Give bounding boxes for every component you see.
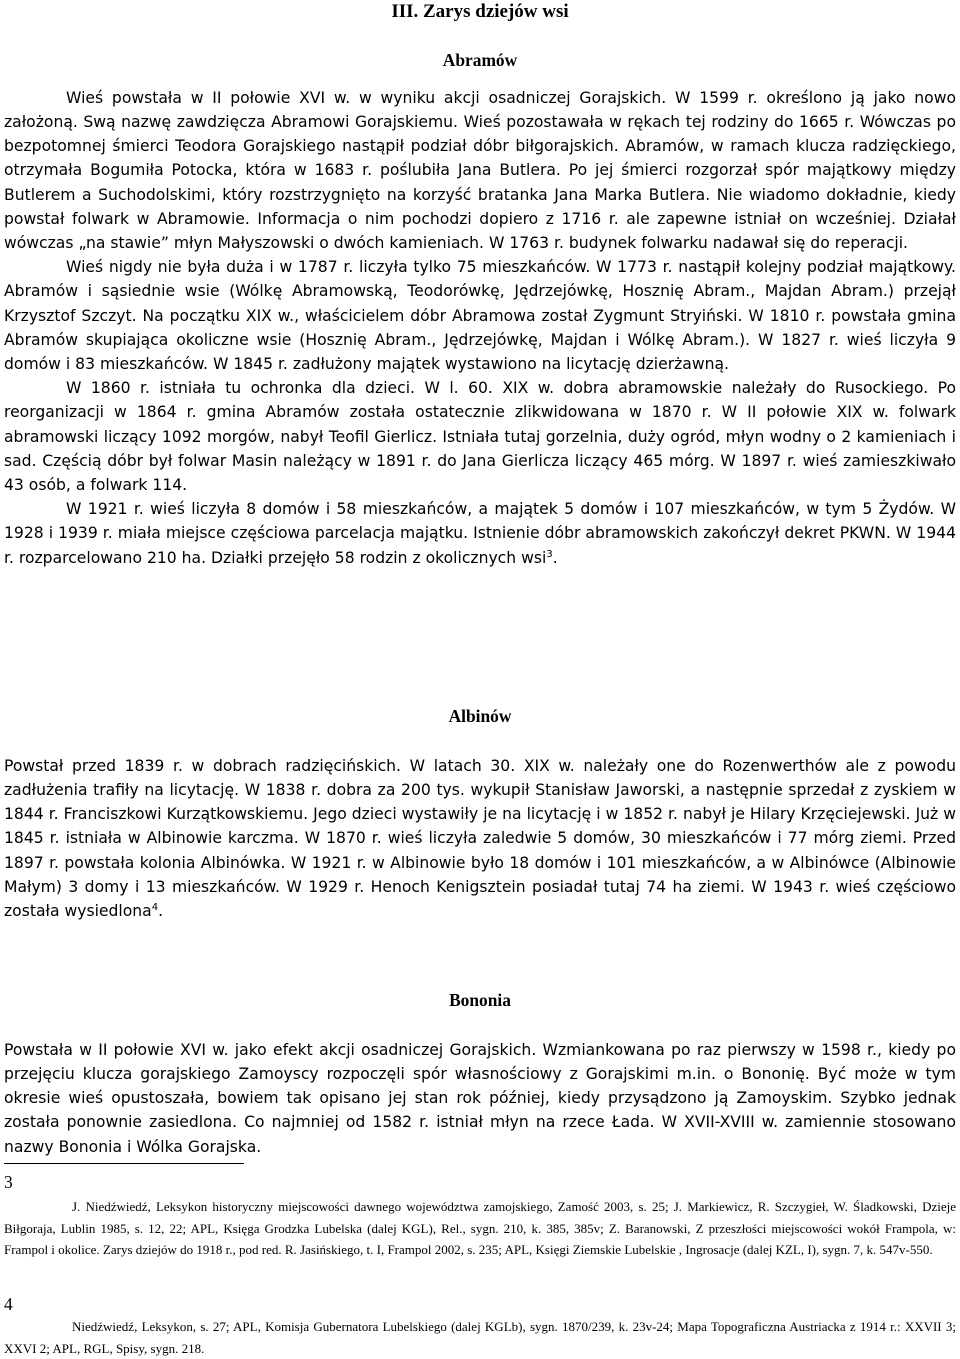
section-title-abramow: Abramów — [442, 50, 518, 70]
abramow-paragraph-4: W 1921 r. wieś liczyła 8 domów i 58 mieszkańców, a majątek 5 domów i 107 mieszkańców, w tym 5 Żydów. W 1928 i 1939 r. miała miejsce częściowa parcelacja majątku. Istnienie dóbr abramowskich zakończył dekret PKWN. W 1944 r. rozparcelowano 210 ha. Działki przejęło 58 rodzin z okolicznych wsi$^3$. — [4, 500, 956, 567]
albinow-paragraph: Powstał przed 1839 r. w dobrach radzięcińskich. W latach 30. XIX w. należały one do Rozenwerthów ale z powodu zadłużenia trafiły na licytację. W 1838 r. dobra za 200 tys. wykupił Stanisław Jaworski, a następnie sprzedał z zyskiem w 1844 r. Franciszkowi Kurzątkowskiemu. Jego dzieci wystawiły je na licytację i w 1852 r. nabył je Hilary Krzęciejewski. Już w 1845 r. istniała w Albinowie karczma. W 1870 r. wieś liczyła zaledwie 5 domów, 30 mieszkańców i 77 mórg ziemi. Przed 1897 r. powstała kolonia Albinówka. W 1921 r. w Albinowie było 18 domów i 101 mieszkańców, a w Albinówce (Albinowie Małym) 3 domy i 13 mieszkańców. W 1929 r. Henoch Kenigsztein posiadał tutaj 74 ha ziemi. W 1943 r. wieś częściowo została wysiedlona$^4$. — [4, 756, 956, 921]
bononia-paragraph: Powstała w II połowie XVI w. jako efekt akcji osadniczej Gorajskich. Wzmiankowana po raz pierwszy w 1598 r., kiedy po przejęciu klucza gorajskiego Zamoyscy rozpoczęli spór własnościowy z Gorajskimi m.in. o Bononię. Być może w tym okresie wieś opustoszała, bowiem tak opisano jej stan rok później, kiedy przysądzono ją Zamoyskim. Szybko jednak została ponownie zasiedlona. Co najmniej od 1582 r. istniał młyn na rzece Łada. W XVII-XVIII w. zamiennie stosowano nazwy Bononia i Wólka Gorajska. — [4, 1040, 956, 1156]
section-bononia — [4, 988, 956, 1159]
footnote-text-3: J. Niedźwiedź, Leksykon historyczny miejscowości dawnego województwa zamojskiego, Zamość 2003, s. 25; J. Markiewicz, R. Szczygieł, W. Śladkowski, Dzieje Biłgoraja, Lublin 1985, s. 12, 22; APL, Księga Grodzka Lubelska (dalej KGL), Rel., sygn. 210, k. 385, 385v; Z. Baranowski, Z przeszłości miejscowości wokół Frampola, w: Frampol i okolice. Zarys dziejów do 1918 r., pod red. R. Jasińskiego, t. I, Frampol 2002, s. 235; APL, Księgi Ziemskie Lubelskie , Ingrosacje (dalej KZL, I), sygn. 7, k. 547v-550. — [4, 1199, 956, 1257]
footnote-3 — [4, 1172, 956, 1261]
abramow-paragraph-2: Wieś nigdy nie była duża i w 1787 r. liczyła tylko 75 mieszkańców. W 1773 r. nastąpił kolejny podział majątkowy. Abramów i sąsiednie wsie (Wólkę Abramowską, Teodorówkę, Jędrzejówkę, Hosznię Abram., Majdan Abram.) przejął Krzysztof Szczyt. Na początku XIX w., właścicielem dóbr Abramowa został Zygmunt Stryiński. W 1810 r. powstała gmina Abramów skupiająca okoliczne wsie (Hosznię Abram., Jędrzejówkę, Majdan i Wólkę Abram.). W 1827 r. wieś liczyła 9 domów i 83 mieszkańców. W 1845 r. zadłużony majątek wystawiono na licytację dzierżawną. — [4, 258, 956, 374]
footnote-number-3: 3 — [4, 1172, 13, 1192]
section-title-bononia: Bononia — [449, 990, 511, 1010]
footnote-ref-4[interactable]: 4 — [151, 901, 159, 913]
footnote-text-4: Niedźwiedź, Leksykon, s. 27; APL, Komisja Gubernatora Lubelskiego (dalej KGLb), sygn. 1870/239, k. 23v-24; Mapa Topograficzna Austriacka z 1914 r.: XXVII 3; XXVI 2; APL, RGL, Spisy, sygn. 218. — [4, 1319, 956, 1356]
abramow-paragraph-4-text: W 1921 r. wieś liczyła 8 domów i 58 mieszkańców, a majątek 5 domów i 107 mieszkańców, w tym 5 Żydów. W 1928 i 1939 r. miała miejsce częściowa parcelacja majątku. Istnienie dóbr abramowskich zakończył dekret PKWN. W 1944 r. rozparcelowano 210 ha. Działki przejęło 58 rodzin z okolicznych wsi — [4, 500, 956, 567]
section-abramow — [4, 48, 956, 570]
albinow-text: Powstał przed 1839 r. w dobrach radzięcińskich. W latach 30. XIX w. należały one do Rozenwerthów ale z powodu zadłużenia trafiły na licytację. W 1838 r. dobra za 200 tys. wykupił Stanisław Jaworski, a następnie sprzedał z zyskiem w 1844 r. Franciszkowi Kurzątkowskiemu. Jego dzieci wystawiły je na licytację i w 1852 r. nabył je Hilary Krzęciejewski. Już w 1845 r. istniała w Albinowie karczma. W 1870 r. wieś liczyła zaledwie 5 domów, 30 mieszkańców i 77 mórg ziemi. Przed 1897 r. powstała kolonia Albinówka. W 1921 r. w Albinowie było 18 domów i 101 mieszkańców, a w Albinówce (Albinowie Małym) 3 domy i 13 mieszkańców. W 1929 r. Henoch Kenigsztein posiadał tutaj 74 ha ziemi. W 1943 r. wieś częściowo została wysiedlona — [4, 756, 956, 921]
footnote-number-4: 4 — [4, 1294, 13, 1314]
footnote-4 — [4, 1294, 956, 1359]
chapter-title: III. Zarys dziejów wsi — [391, 1, 569, 22]
section-title-albinow: Albinów — [448, 706, 512, 726]
footnote-separator — [4, 1163, 244, 1164]
footnote-ref-3[interactable]: 3 — [546, 548, 553, 560]
abramow-body — [4, 86, 956, 570]
abramow-paragraph-1: Wieś powstała w II połowie XVI w. w wyniku akcji osadniczej Gorajskich. W 1599 r. określono ją jako nowo założoną. Swą nazwę zawdzięcza Abramowi Gorajskiemu. Wieś pozostawała w rękach tej rodziny do 1665 r. Wówczas po bezpotomnej śmierci Teodora Gorajskiego nastąpił podział dóbr biłgorajskich. Abramów, w ramach klucza radzięckiego, otrzymała Bogumiła Potocka, która w 1683 r. poślubiła Jana Butlera. Po jej śmierci rozgorzał spór majątkowy między Butlerem a Suchodolskimi, który rozstrzygnięto na korzyść bratanka Jana Marka Butlera. Nie wiadomo dokładnie, kiedy powstał folwark w Abramowie. Informacja o nim pochodzi dopiero z 1716 r. ale zapewne istniał on wcześniej. Działał wówczas „na stawie” młyn Małyszowski o dwóch kamieniach. W 1763 r. budynek folwarku nadawał się do reperacji. — [4, 88, 956, 253]
section-albinow — [4, 704, 956, 923]
abramow-paragraph-3: W 1860 r. istniała tu ochronka dla dzieci. W l. 60. XIX w. dobra abramowskie należały do Rusockiego. Po reorganizacji w 1864 r. gmina Abramów została ostatecznie zlikwidowana w 1870 r. W II połowie XIX w. folwark abramowski liczący 1092 morgów, nabył Teofil Gierlicz. Istniała tutaj gorzelnia, duży ogród, młyn wodny o 2 kamieniach i sad. Częścią dóbr był folwar Masin należący w 1891 r. do Jana Gierlicza liczący 465 mórg. W 1897 r. wieś zamieszkiwało 43 osób, a folwark 114. — [4, 379, 956, 495]
